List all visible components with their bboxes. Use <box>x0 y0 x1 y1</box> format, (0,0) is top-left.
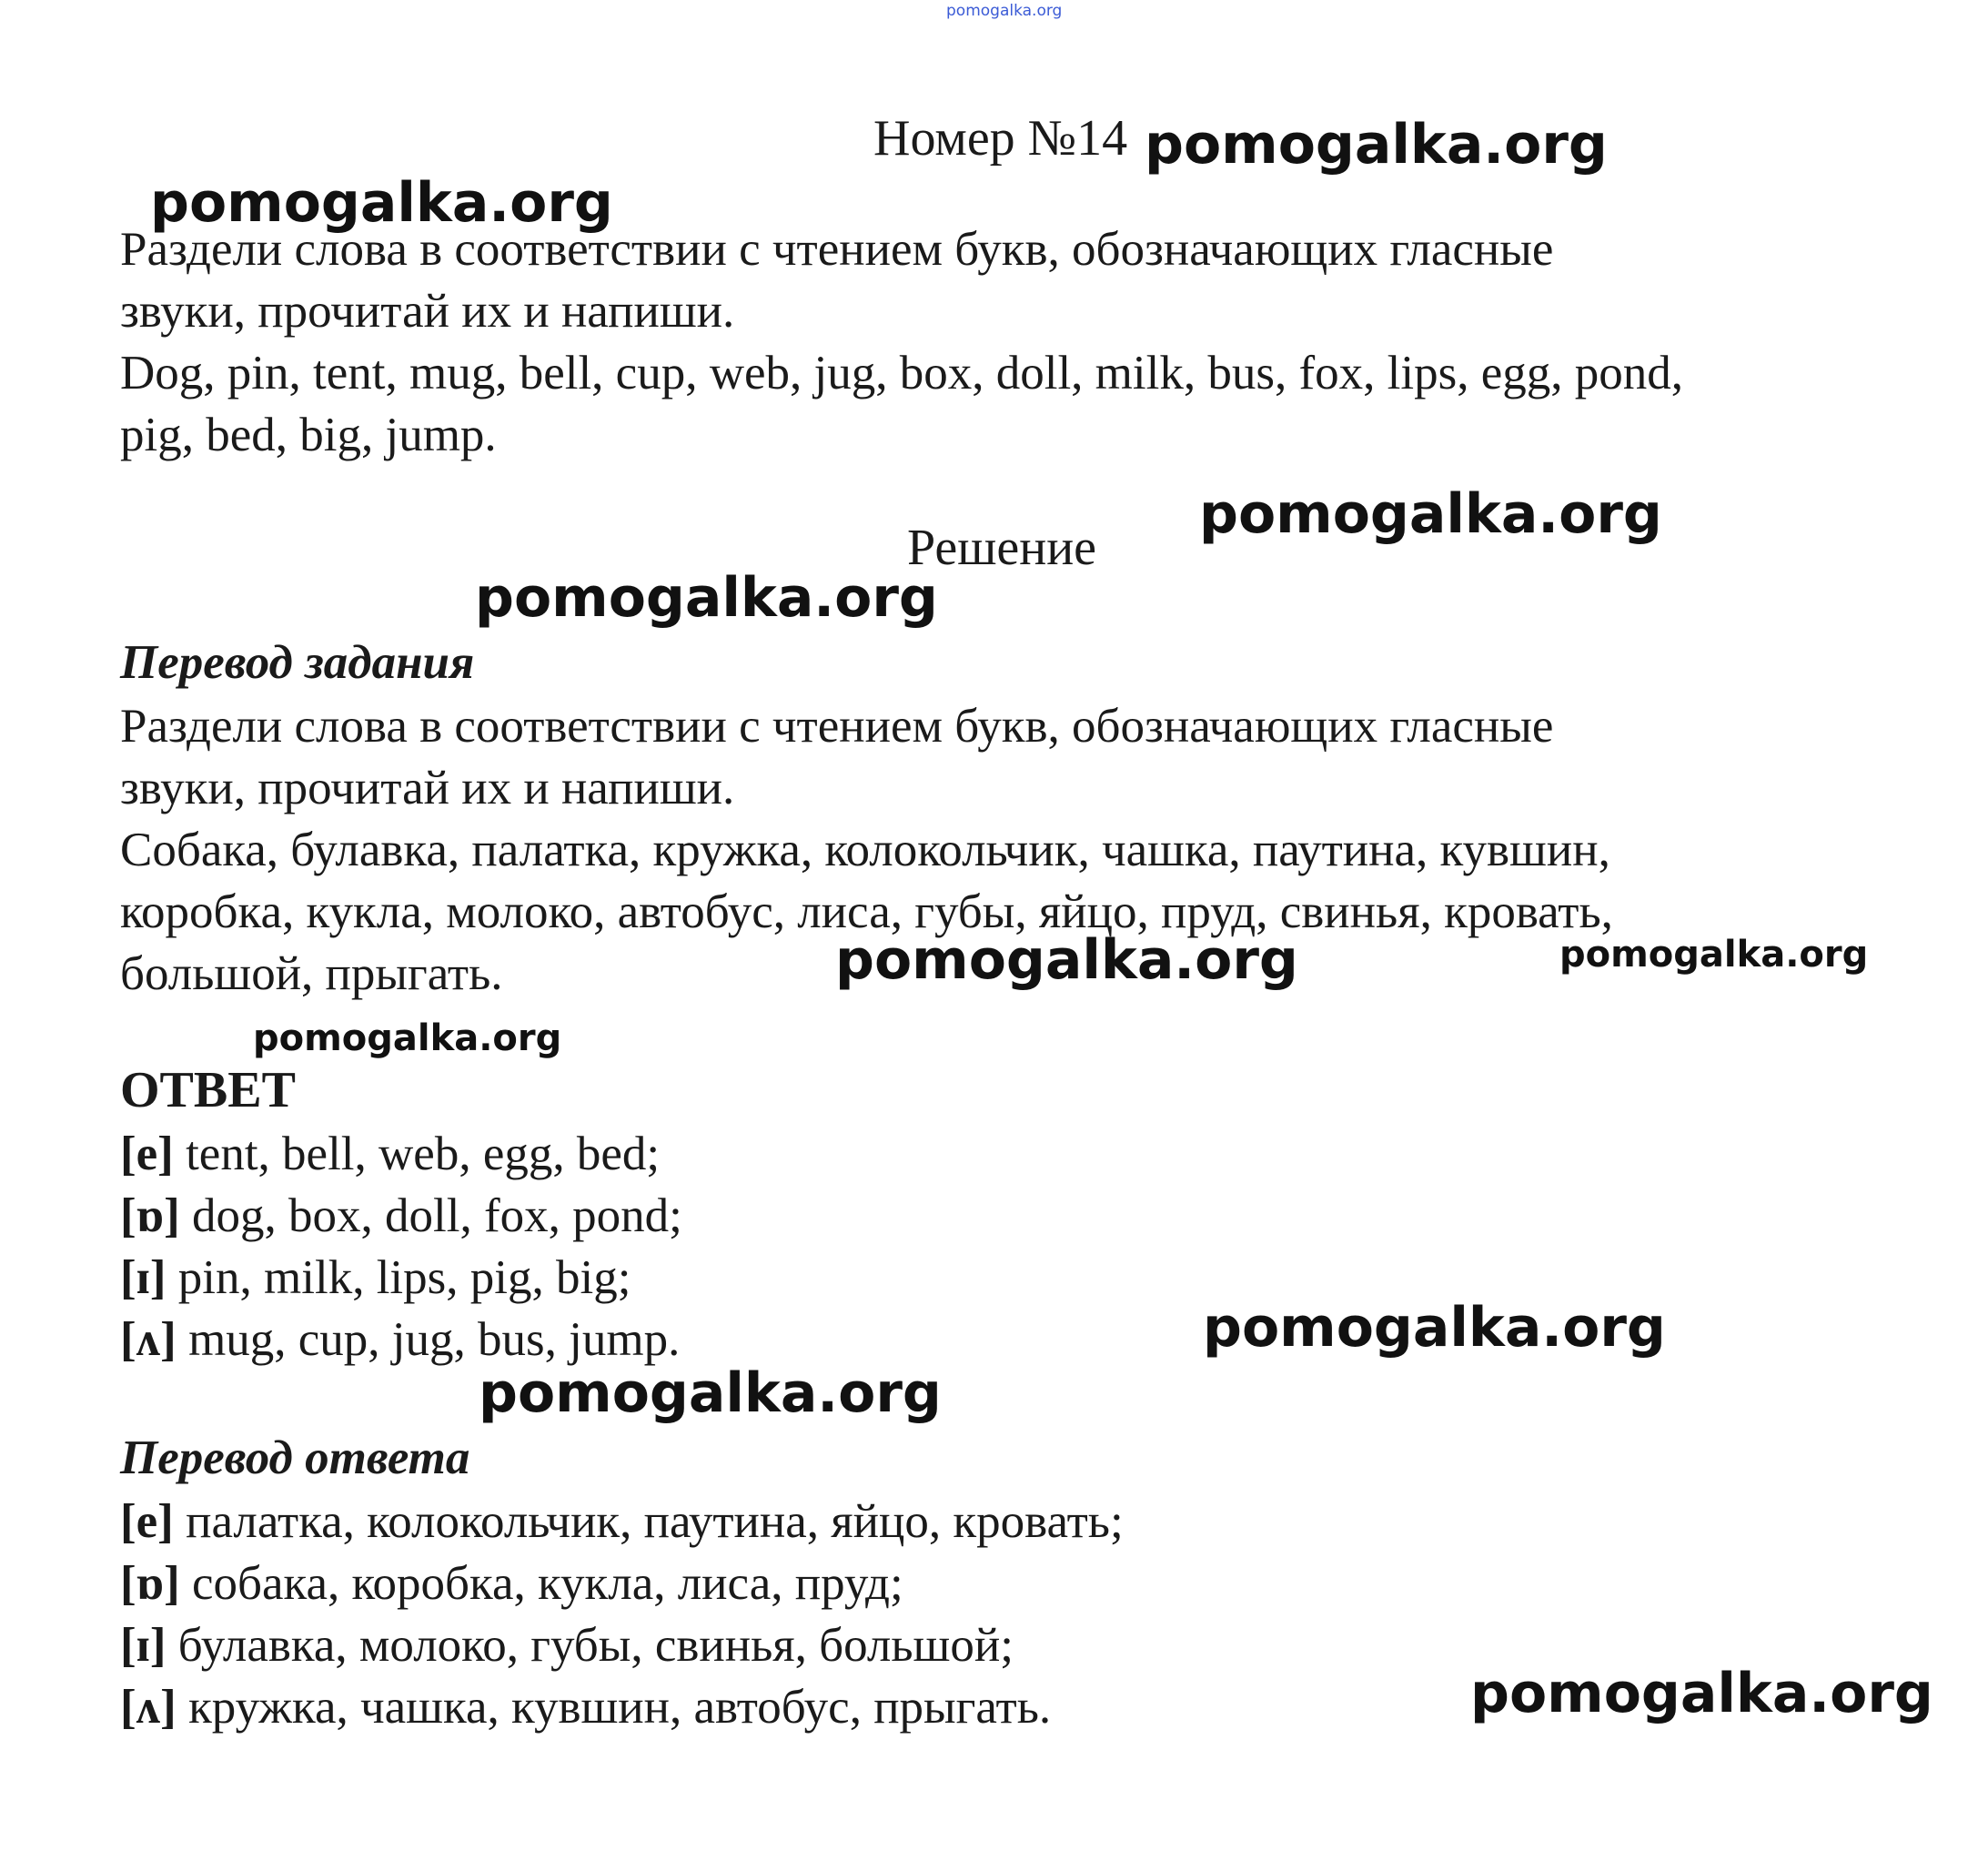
answer-translation-row <box>120 1553 903 1614</box>
word-list: pin, milk, lips, pig, big; <box>166 1251 631 1304</box>
task-line-4: pig, bed, big, jump. <box>120 409 497 461</box>
task-line-1: Раздели слова в соответствии с чтением букв, обозначающих гласные <box>120 223 1554 276</box>
task-line-2: звуки, прочитай их и напиши. <box>120 285 735 338</box>
answer-row <box>120 1185 682 1247</box>
watermark-2: pomogalka.org <box>150 171 613 235</box>
watermark-3: pomogalka.org <box>1199 482 1662 546</box>
sound-label: [ɒ] <box>120 1557 180 1610</box>
sound-label: [ʌ] <box>120 1313 177 1366</box>
translation-task-line-4: коробка, кукла, молоко, автобус, лиса, губы, яйцо, пруд, свинья, кровать, <box>120 885 1613 938</box>
answer-translation-row <box>120 1491 1124 1553</box>
answer-translation-row <box>120 1676 1051 1738</box>
word-list: кружка, чашка, кувшин, автобус, прыгать. <box>176 1681 1052 1734</box>
translation-task-line-2: звуки, прочитай их и напиши. <box>120 762 735 814</box>
word-list: собака, коробка, кукла, лиса, пруд; <box>179 1557 903 1610</box>
answer-row <box>120 1247 631 1309</box>
word-list: палатка, колокольчик, паутина, яйцо, кровать; <box>173 1495 1124 1548</box>
word-list: dog, box, doll, fox, pond; <box>179 1189 682 1242</box>
solution-label: Решение <box>907 520 1097 576</box>
translation-task-line-5: большой, прыгать. <box>120 947 503 1000</box>
translation-task-line-3: Собака, булавка, палатка, кружка, колокольчик, чашка, паутина, кувшин, <box>120 824 1610 876</box>
watermark-top: pomogalka.org <box>946 2 1063 20</box>
watermark-6: pomogalka.org <box>1559 934 1869 976</box>
watermark-1: pomogalka.org <box>1145 113 1608 177</box>
watermark-4: pomogalka.org <box>475 566 938 630</box>
word-list: tent, bell, web, egg, bed; <box>173 1128 661 1180</box>
word-list: булавка, молоко, губы, свинья, большой; <box>166 1619 1014 1672</box>
watermark-5: pomogalka.org <box>835 928 1298 992</box>
translation-task-heading: Перевод задания <box>120 636 475 689</box>
sound-label: [ɪ] <box>120 1619 167 1672</box>
answer-translation-row <box>120 1614 1014 1676</box>
answer-row <box>120 1123 660 1185</box>
task-line-3: Dog, pin, tent, mug, bell, cup, web, jug, box, doll, milk, bus, fox, lips, egg, pond, <box>120 347 1683 400</box>
sound-label: [ɒ] <box>120 1189 180 1242</box>
watermark-7: pomogalka.org <box>253 1017 562 1059</box>
sound-label: [ɪ] <box>120 1251 167 1304</box>
watermark-10: pomogalka.org <box>1470 1662 1933 1725</box>
sound-label: [e] <box>120 1128 174 1180</box>
answer-heading: ОТВЕТ <box>120 1062 296 1118</box>
word-list: mug, cup, jug, bus, jump. <box>176 1313 681 1366</box>
translation-task-line-1: Раздели слова в соответствии с чтением букв, обозначающих гласные <box>120 700 1554 753</box>
watermark-8: pomogalka.org <box>1203 1296 1666 1360</box>
page-title: Номер №14 <box>873 110 1128 167</box>
answer-translation-heading: Перевод ответа <box>120 1431 470 1484</box>
sound-label: [ʌ] <box>120 1681 177 1734</box>
watermark-9: pomogalka.org <box>479 1361 942 1425</box>
sound-label: [e] <box>120 1495 174 1548</box>
